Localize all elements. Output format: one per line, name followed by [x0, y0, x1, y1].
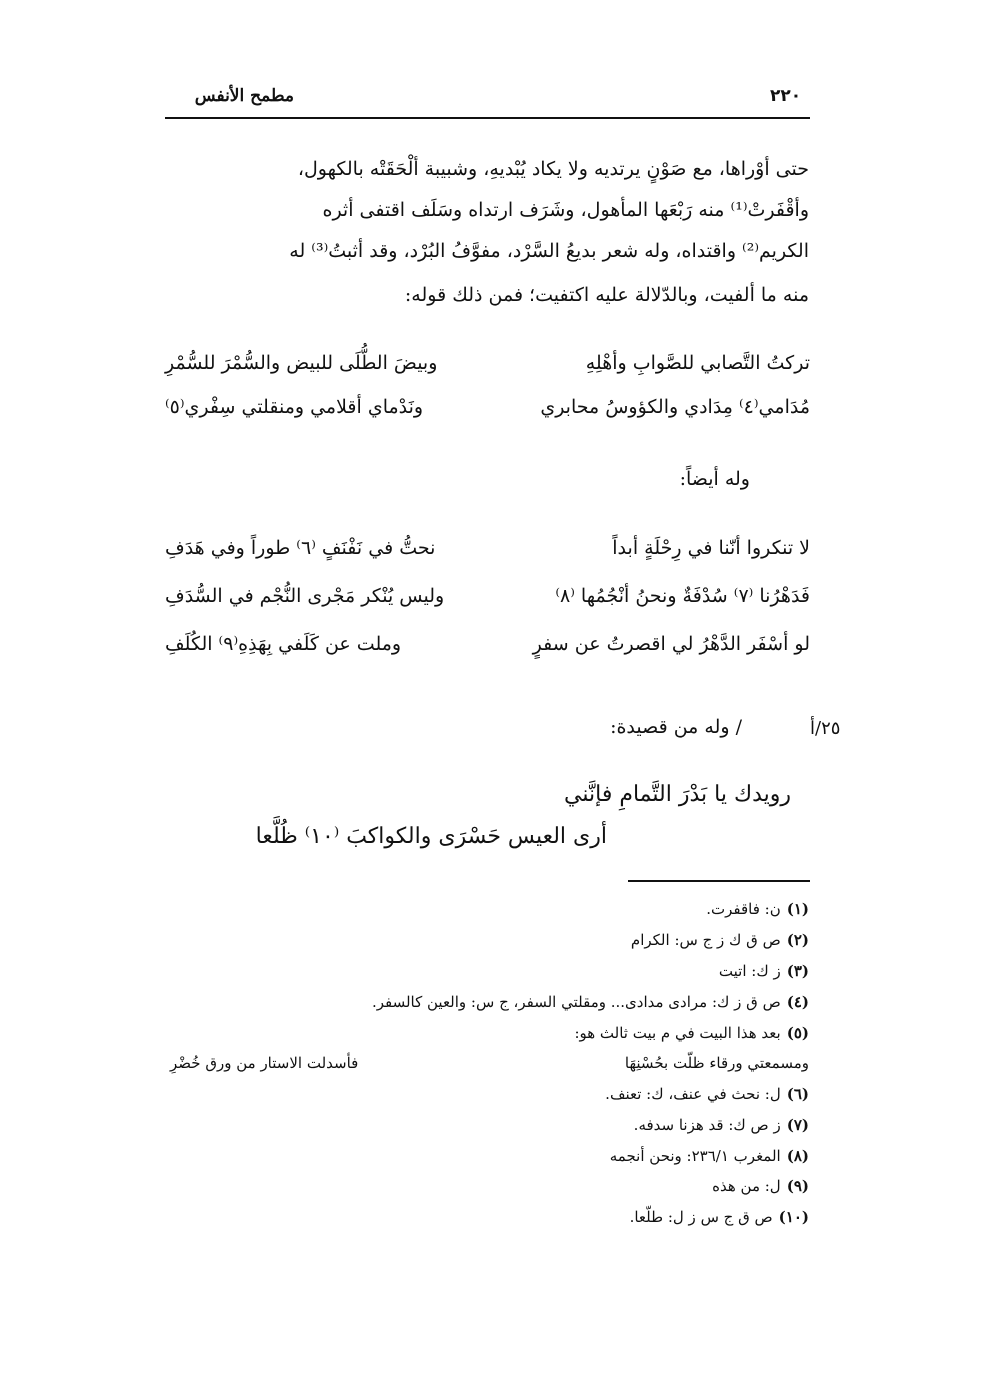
footnote-verse-first: ومسمعتي ورقاء ظلّت بحُسْنِهَا — [624, 1054, 809, 1072]
verse-hemistich-second: وملت عن كَلَفي بِهَذِهِ⁽٩⁾ الكُلَفِ — [165, 633, 402, 655]
footnote — [372, 993, 809, 1011]
footnote — [574, 1024, 809, 1042]
footnote-number: (٢) — [786, 931, 809, 949]
verse-line — [165, 352, 810, 382]
verse-hemistich-second: وبيضَ الطُّلَى للبيض والسُّمْرَ للسُّمْرِ — [165, 352, 438, 374]
footnote-text: ص ق ج س ز ل: طلّعا. — [629, 1208, 773, 1226]
footnote-text: ز ص ك: قد هزنا سدفه. — [633, 1116, 781, 1134]
footnote-number: (٨) — [786, 1147, 809, 1165]
footnote-text: ز ك: اتيت — [718, 962, 781, 980]
footnote-number: (١) — [786, 900, 809, 918]
footnote-number: (٦) — [786, 1085, 809, 1103]
footnote — [712, 1177, 809, 1195]
footnote-number: (٧) — [786, 1116, 809, 1134]
prose-line: وأقْفَرتْ⁽¹⁾ منه رَبْعَها المأهول، وشَرَف ارتداه وسَلَف اقتفى أثره — [322, 199, 809, 221]
verse-line — [165, 585, 810, 615]
verse-hemistich-first: فَدَهْرُنا ⁽٧⁾ سُدْفَةٌ ونحنُ أنْجُمُها ⁽٨⁾ — [555, 585, 810, 607]
verse-line — [165, 633, 810, 663]
verse-hemistich-first: مُدَامي⁽٤⁾ مِدَادي والكؤوسُ محابري — [540, 396, 810, 418]
footnote — [631, 931, 809, 949]
prose-line: حتى أوْراها، مع صَوْنٍ يرتديه ولا يكاد يُبْديهِ، وشبيبة ألْحَقَتْه بالكهول، — [297, 158, 809, 180]
footnote-number: (٣) — [786, 962, 809, 980]
footnote — [719, 962, 809, 980]
footnote-verse-second: فأسدلت الاستار من ورق خُضْرِ — [170, 1054, 359, 1072]
verse-hemistich-second: وليس يُنْكر مَجْرى النُّجْم في السُّدَفِ — [165, 585, 445, 607]
running-title: مطمح الأنفس — [194, 86, 294, 106]
footnote — [630, 1208, 809, 1226]
verse-hemistich-first: لو أسْفَر الدَّهْرُ لي اقصرتُ عن سفرٍ — [532, 633, 810, 655]
verse-hemistich-first: لا تنكروا أنّنا في رِحْلَةٍ أبداً — [612, 537, 810, 559]
footnote — [605, 1085, 809, 1103]
footnote-text: ن: فاقفرت. — [706, 900, 781, 918]
footnote-text: ل: نحث في عنف، ك: تعنف. — [605, 1085, 781, 1103]
footnote-number: (١٠) — [778, 1208, 809, 1226]
footnote-text: ل: من هذه — [712, 1177, 781, 1195]
qasida-hemistich-first: رويدك يا بَدْرَ التَّمامِ فإنَّني — [564, 782, 791, 807]
verse-line — [165, 396, 810, 426]
footnote-number: (٤) — [786, 993, 809, 1011]
verse-hemistich-first: تركتُ التَّصابي للصَّوابِ وأهْلِهِ — [585, 352, 810, 374]
footnote — [706, 900, 809, 918]
verse-hemistich-second: نحتُّ في نَفْنَفٍ ⁽٦⁾ طوراً وفي هَدَفِ — [165, 537, 436, 559]
footnote-text: بعد هذا البيت في م بيت ثالث هو: — [574, 1024, 781, 1042]
footnote-text: ص ق ز ك: مرادى مدادى... ومقلتي السفر، ج س: والعين كالسفر. — [371, 993, 781, 1011]
footnote — [634, 1116, 809, 1134]
page-number: ٢٢٠ — [770, 86, 802, 106]
footnote — [610, 1147, 809, 1165]
verse-hemistich-second: ونَدْماي أقلامي ومنقلتي سِفْري⁽٥⁾ — [165, 396, 424, 418]
qasida-hemistich-second: أرى العيس حَسْرَى والكواكبَ ⁽١٠⁾ ظُلَّعا — [255, 824, 607, 849]
footnote-number: (٥) — [786, 1024, 809, 1042]
folio-marker: ٢٥/أ — [810, 718, 841, 739]
prose-line: الكريم⁽²⁾ واقتداه، وله شعر بديعُ السَّرْد، مفوَّفُ البُرْد، وقد أثبتُ⁽³⁾ له — [289, 240, 809, 262]
prose-line: منه ما ألفيت، وبالدّلالة عليه اكتفيت؛ فمن ذلك قوله: — [404, 284, 809, 306]
footnote-text: ص ق ك ز ج س: الكرام — [630, 931, 781, 949]
footnote-rule — [628, 880, 810, 882]
verse-line — [165, 537, 810, 567]
header-rule — [165, 117, 810, 119]
qasida-intro: / وله من قصيدة: — [610, 716, 742, 738]
footnote-text: المغرب ٢٣٦/١: ونحن أنجمه — [609, 1147, 781, 1165]
poem-intro: وله أيضاً: — [679, 468, 750, 490]
footnote-number: (٩) — [786, 1177, 809, 1195]
